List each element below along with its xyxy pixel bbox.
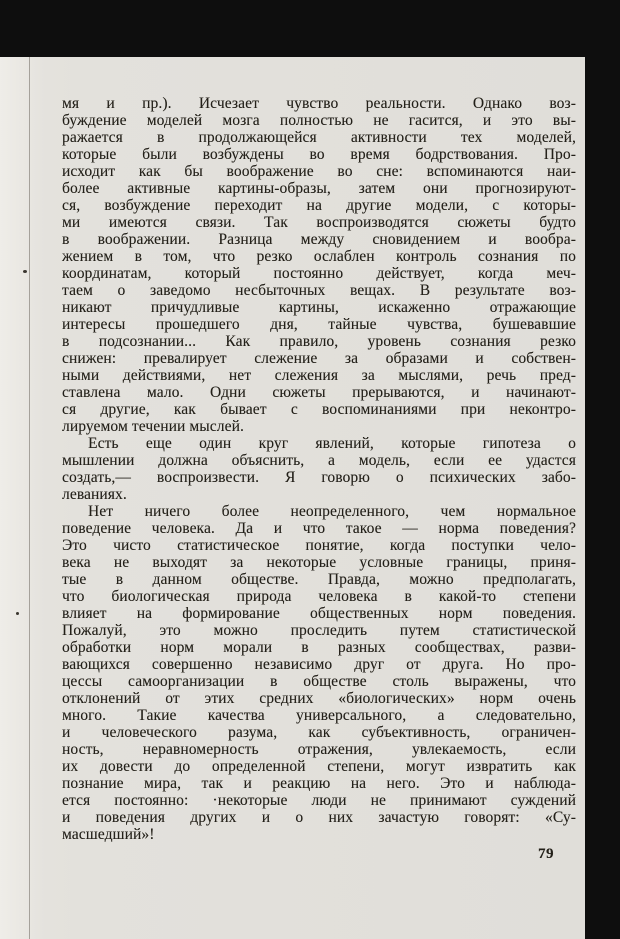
text-line: координатам, который постоянно действует, когда меч- [62,265,576,282]
text-line: поведение человека. Да и что такое — норма поведения? [62,520,576,537]
text-line: таем о заведомо несбыточных вещах. В результате воз- [62,282,576,299]
text-line: исходит как бы воображение во сне: вспоминаются наи- [62,163,576,180]
text-line: цессы самоорганизации в обществе столь выражены, что [62,673,576,690]
text-line: ся другие, как бывает с воспоминаниями при неконтро- [62,401,576,418]
text-line: никают причудливые картины, искаженно отражающие [62,299,576,316]
text-line: снижен: превалирует слежение за образами и собствен- [62,350,576,367]
page-number: 79 [538,846,554,862]
paragraph [62,435,576,503]
ink-speck [23,270,27,273]
text-line: масшедший»! [62,826,155,843]
paragraph [62,95,576,435]
text-line: буждение моделей мозга полностью не гасится, и это вы- [62,112,576,129]
ink-speck [16,612,19,615]
text-line: ными действиями, нет слежения за мыслями, речь пред- [62,367,576,384]
scan-black-border-top [0,0,620,57]
text-line: которые были возбуждены во время бодрствования. Про- [62,146,576,163]
scan-black-border-right [584,0,620,939]
text-line: создать,— воспроизвести. Я говорю о психических забо- [62,469,576,486]
text-line: ность, неравномерность отражения, увлекаемость, если [62,741,576,758]
text-line: вающихся совершенно независимо друг от друга. Но про- [62,656,576,673]
page-edge-line [29,57,30,939]
text-line: в воображении. Разница между сновидением и вообра- [62,231,576,248]
text-line: и человеческого разума, как субъективность, ограничен- [62,724,576,741]
text-line: познание мира, так и реакцию на него. Это и наблюда- [62,775,576,792]
text-line: ми имеются связи. Так воспроизводятся сюжеты будто [62,214,576,231]
text-line: леваниях. [62,486,127,503]
text-block [62,95,576,863]
text-line: мя и пр.). Исчезает чувство реальности. Однако воз- [62,95,576,112]
paragraph [62,503,576,843]
text-line: отклонений от этих средних «биологических» норм очень [62,690,576,707]
text-line: мышлении должна объяснить, а модель, если ее удастся [62,452,576,469]
text-line: обработки норм морали в разных сообществах, разви- [62,639,576,656]
text-line: жением в том, что резко ослаблен контроль сознания по [62,248,576,265]
text-line: Есть еще один круг явлений, которые гипотеза о [88,435,576,452]
text-line: ражается в продолжающейся активности тех моделей, [62,129,576,146]
text-line: влияет на формирование общественных норм поведения. [62,605,576,622]
text-line: Пожалуй, это можно проследить путем статистической [62,622,576,639]
text-line: интересы прошедшего дня, тайные чувства, бушевавшие [62,316,576,333]
text-line: Это чисто статистическое понятие, когда поступки чело- [62,537,576,554]
text-line: в подсознании... Как правило, уровень сознания резко [62,333,576,350]
text-line: и поведения других и о них зачастую говорят: «Су- [62,809,576,826]
text-line: много. Такие качества универсального, а следовательно, [62,707,576,724]
text-line: более активные картины-образы, затем они прогнозируют- [62,180,576,197]
text-line: что биологическая природа человека в какой-то степени [62,588,576,605]
text-line: ется постоянно: ·некоторые люди не принимают суждений [62,792,576,809]
text-line: лируемом течении мыслей. [62,418,244,435]
text-line: ся, возбуждение переходит на другие модели, с которы- [62,197,576,214]
text-line: Нет ничего более неопределенного, чем нормальное [88,503,576,520]
text-line: ставлена мало. Одни сюжеты прерываются, и начинают- [62,384,576,401]
book-page [0,57,585,939]
text-line: века не выходят за некоторые условные границы, приня- [62,554,576,571]
text-line: тые в данном обществе. Правда, можно предполагать, [62,571,576,588]
text-line: их довести до определенной степени, могут извратить как [62,758,576,775]
